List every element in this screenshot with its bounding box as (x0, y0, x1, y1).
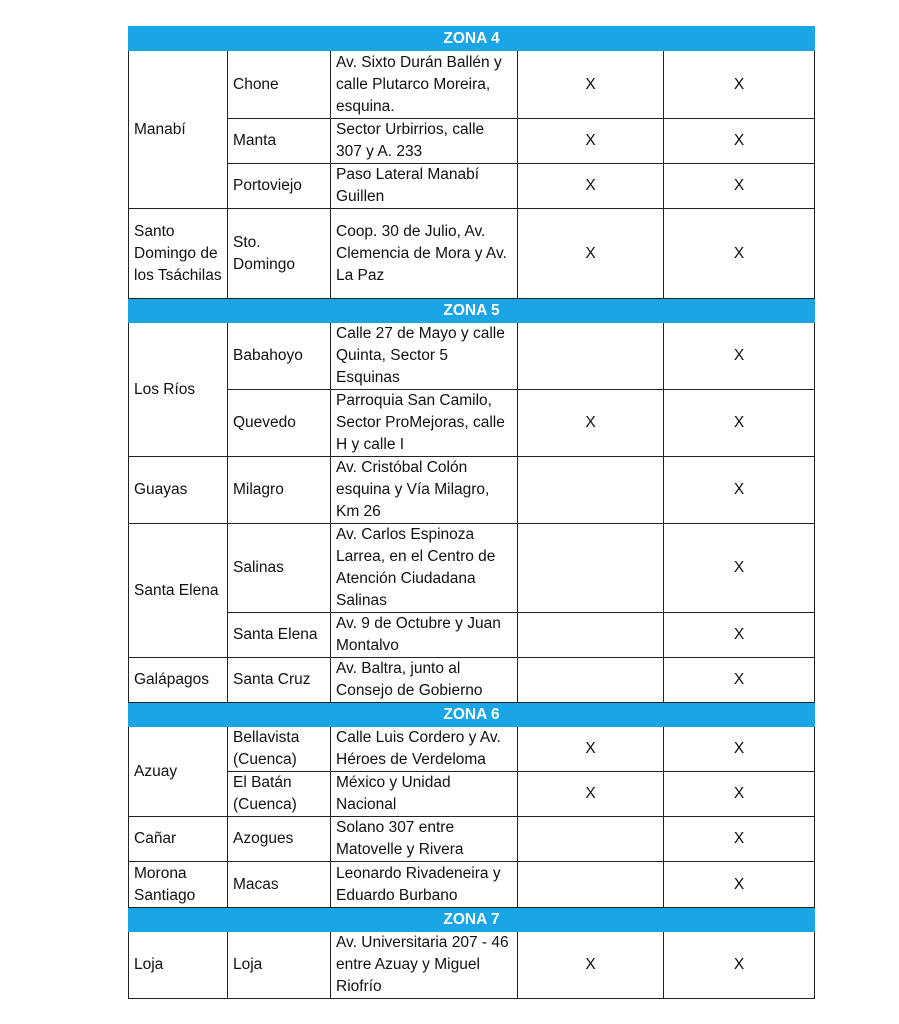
mark-cell-1: X (518, 209, 664, 299)
address-cell: Av. Cristóbal Colón esquina y Vía Milagro, Km 26 (331, 457, 518, 524)
table-row (129, 119, 815, 164)
mark-cell-2: X (664, 209, 815, 299)
mark-cell-2: X (664, 119, 815, 164)
mark-cell-2: X (664, 817, 815, 862)
mark-cell-2: X (664, 51, 815, 119)
table-row (129, 613, 815, 658)
province-cell: Galápagos (129, 658, 228, 703)
address-cell: Sector Urbirrios, calle 307 y A. 233 (331, 119, 518, 164)
mark-cell-1: X (518, 932, 664, 999)
mark-cell-2: X (664, 727, 815, 772)
table-row (129, 323, 815, 390)
address-cell: Solano 307 entre Matovelle y Rivera (331, 817, 518, 862)
table-row (129, 209, 815, 299)
mark-cell-1 (518, 457, 664, 524)
mark-cell-1 (518, 658, 664, 703)
city-cell: Salinas (228, 524, 331, 613)
address-cell: Parroquia San Camilo, Sector ProMejoras, calle H y calle I (331, 390, 518, 457)
zone-header-row (129, 908, 815, 932)
city-cell: Azogues (228, 817, 331, 862)
address-cell: Av. Carlos Espinoza Larrea, en el Centro de Atención Ciudadana Salinas (331, 524, 518, 613)
city-cell: Chone (228, 51, 331, 119)
zone-header-row (129, 27, 815, 51)
province-cell: Manabí (129, 51, 228, 209)
city-cell: Portoviejo (228, 164, 331, 209)
province-cell: Santa Elena (129, 524, 228, 658)
address-cell: Av. 9 de Octubre y Juan Montalvo (331, 613, 518, 658)
table-row (129, 817, 815, 862)
mark-cell-2: X (664, 932, 815, 999)
city-cell: Loja (228, 932, 331, 999)
city-cell: Babahoyo (228, 323, 331, 390)
mark-cell-1: X (518, 119, 664, 164)
mark-cell-2: X (664, 323, 815, 390)
zone-header: ZONA 5 (129, 299, 815, 323)
mark-cell-1: X (518, 772, 664, 817)
zone-header-row (129, 703, 815, 727)
mark-cell-1: X (518, 51, 664, 119)
locations-table (128, 26, 815, 999)
province-cell: Guayas (129, 457, 228, 524)
province-cell: Los Ríos (129, 323, 228, 457)
city-cell: Macas (228, 862, 331, 908)
province-cell: Azuay (129, 727, 228, 817)
city-cell: Santa Elena (228, 613, 331, 658)
province-cell: Loja (129, 932, 228, 999)
address-cell: Av. Universitaria 207 - 46 entre Azuay y Miguel Riofrío (331, 932, 518, 999)
table-body (129, 27, 815, 999)
address-cell: Calle 27 de Mayo y calle Quinta, Sector 5 Esquinas (331, 323, 518, 390)
table-row (129, 524, 815, 613)
table-row (129, 772, 815, 817)
province-cell: Morona Santiago (129, 862, 228, 908)
mark-cell-2: X (664, 772, 815, 817)
mark-cell-2: X (664, 457, 815, 524)
table-row (129, 51, 815, 119)
address-cell: México y Unidad Nacional (331, 772, 518, 817)
city-cell: Sto. Domingo (228, 209, 331, 299)
table-row (129, 164, 815, 209)
mark-cell-1 (518, 817, 664, 862)
city-cell: El Batán (Cuenca) (228, 772, 331, 817)
mark-cell-1 (518, 862, 664, 908)
table-row (129, 457, 815, 524)
mark-cell-2: X (664, 862, 815, 908)
mark-cell-2: X (664, 613, 815, 658)
mark-cell-1 (518, 613, 664, 658)
mark-cell-2: X (664, 390, 815, 457)
province-cell: Santo Domingo de los Tsáchilas (129, 209, 228, 299)
city-cell: Milagro (228, 457, 331, 524)
zone-header-row (129, 299, 815, 323)
zone-header: ZONA 4 (129, 27, 815, 51)
city-cell: Quevedo (228, 390, 331, 457)
zone-header: ZONA 7 (129, 908, 815, 932)
table-row (129, 658, 815, 703)
table-row (129, 862, 815, 908)
zone-header: ZONA 6 (129, 703, 815, 727)
city-cell: Bellavista (Cuenca) (228, 727, 331, 772)
mark-cell-1 (518, 323, 664, 390)
mark-cell-1: X (518, 727, 664, 772)
table-row (129, 390, 815, 457)
city-cell: Santa Cruz (228, 658, 331, 703)
address-cell: Leonardo Rivadeneira y Eduardo Burbano (331, 862, 518, 908)
mark-cell-2: X (664, 524, 815, 613)
mark-cell-1: X (518, 390, 664, 457)
address-cell: Av. Baltra, junto al Consejo de Gobierno (331, 658, 518, 703)
mark-cell-2: X (664, 164, 815, 209)
address-cell: Coop. 30 de Julio, Av. Clemencia de Mora y Av. La Paz (331, 209, 518, 299)
address-cell: Paso Lateral Manabí Guillen (331, 164, 518, 209)
mark-cell-1 (518, 524, 664, 613)
address-cell: Av. Sixto Durán Ballén y calle Plutarco Moreira, esquina. (331, 51, 518, 119)
city-cell: Manta (228, 119, 331, 164)
table-row (129, 932, 815, 999)
mark-cell-2: X (664, 658, 815, 703)
province-cell: Cañar (129, 817, 228, 862)
table-row (129, 727, 815, 772)
mark-cell-1: X (518, 164, 664, 209)
address-cell: Calle Luis Cordero y Av. Héroes de Verdeloma (331, 727, 518, 772)
